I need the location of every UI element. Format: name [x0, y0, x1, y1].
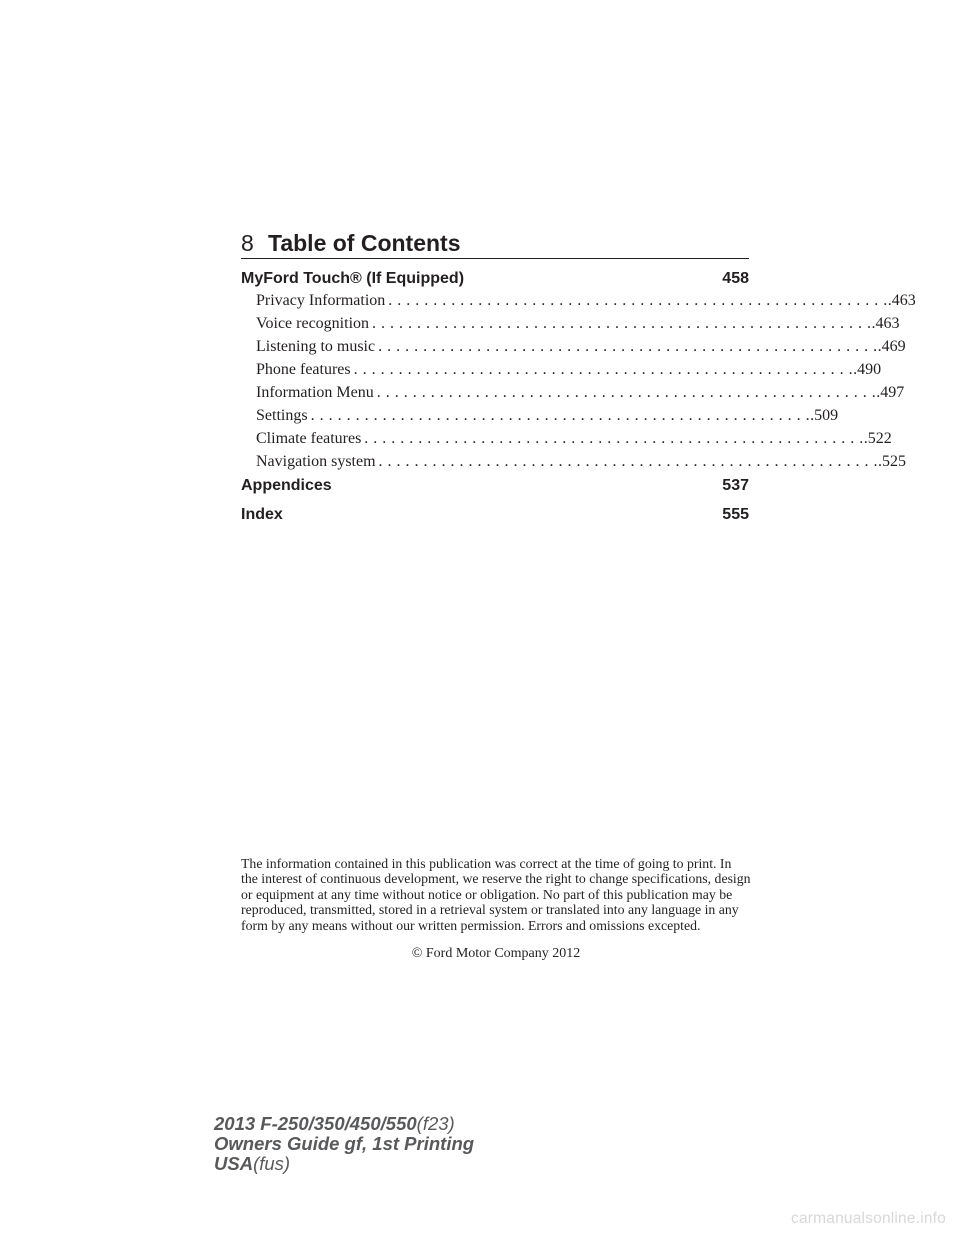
entry-label: Information Menu [256, 384, 374, 401]
dot-leader: . . . . . . . . . . . . . . . . . . . . . . . . . . . . . . . . . . . . . . . . . . . . . . . . . . . . . . . . [353, 361, 854, 378]
toc-entry-settings[interactable] [256, 404, 839, 428]
section-title: Appendices [241, 477, 332, 494]
page-title: Table of Contents [268, 230, 461, 256]
footer-line-guide [214, 1134, 474, 1154]
toc-entry-privacy-information[interactable] [256, 289, 916, 313]
entry-label: Voice recognition [256, 315, 370, 332]
entry-page: .497 [876, 384, 905, 401]
entry-page: .463 [887, 292, 916, 309]
dot-leader: . . . . . . . . . . . . . . . . . . . . . . . . . . . . . . . . . . . . . . . . . . . . . . . . . . . . . . . . [372, 315, 872, 332]
dot-leader: . . . . . . . . . . . . . . . . . . . . . . . . . . . . . . . . . . . . . . . . . . . . . . . . . . . . . . . . [310, 407, 811, 424]
toc-entry-phone-features[interactable] [256, 358, 882, 382]
document-footer [214, 1114, 474, 1174]
entry-label: Phone features [256, 361, 351, 378]
dot-leader: . . . . . . . . . . . . . . . . . . . . . . . . . . . . . . . . . . . . . . . . . . . . . . . . . . . . . . . . [378, 338, 878, 355]
toc-section-appendices[interactable] [241, 474, 749, 498]
toc-entry-information-menu[interactable] [256, 381, 905, 405]
section-page: 537 [722, 477, 749, 494]
entry-page: .525 [878, 453, 907, 470]
watermark-text: carmanualsonline.info [791, 1210, 946, 1227]
toc-section-myford-touch[interactable] [241, 267, 749, 291]
section-title: Index [241, 506, 283, 523]
footer-market: USA [214, 1153, 254, 1174]
footer-line-model [214, 1114, 474, 1134]
section-page: 458 [722, 270, 749, 287]
toc-section-index[interactable] [241, 503, 749, 527]
footer-model-code: (f23) [416, 1113, 455, 1134]
page-number: 8 [241, 230, 254, 256]
toc-entry-navigation-system[interactable] [256, 450, 907, 474]
entry-label: Listening to music [256, 338, 376, 355]
entry-page: .469 [877, 338, 906, 355]
entry-page: .509 [810, 407, 839, 424]
entry-label: Navigation system [256, 453, 376, 470]
section-page: 555 [722, 506, 749, 523]
entry-label: Privacy Information [256, 292, 386, 309]
disclaimer-text: The information contained in this publication was correct at the time of going to print. In the interest of continuous development, we reserve the right to change specifications, design or equipment at any time without notice or obligation. No part of this publication may be reproduced, transmitted, stored in a retrieval system or translated into any language in any form by any means without our written permission. Errors and omissions excepted. [241, 856, 751, 933]
toc-entry-voice-recognition[interactable] [256, 312, 900, 336]
entry-label: Settings [256, 407, 308, 424]
footer-line-market [214, 1154, 474, 1174]
footer-model: 2013 F-250/350/450/550 [214, 1113, 417, 1134]
footer-guide: Owners Guide gf, 1st Printing [214, 1133, 475, 1154]
toc-entry-listening-to-music[interactable] [256, 335, 906, 359]
footer-market-code: (fus) [253, 1153, 291, 1174]
dot-leader: . . . . . . . . . . . . . . . . . . . . . . . . . . . . . . . . . . . . . . . . . . . . . . . . . . . . . . . . [378, 453, 879, 470]
toc-entry-climate-features[interactable] [256, 427, 892, 451]
entry-page: .522 [863, 430, 892, 447]
page-header [241, 228, 749, 259]
entry-page: .463 [871, 315, 900, 332]
dot-leader: . . . . . . . . . . . . . . . . . . . . . . . . . . . . . . . . . . . . . . . . . . . . . . . . . . . . . . . . [388, 292, 888, 309]
dot-leader: . . . . . . . . . . . . . . . . . . . . . . . . . . . . . . . . . . . . . . . . . . . . . . . . . . . . . . . . [364, 430, 864, 447]
copyright-notice: © Ford Motor Company 2012 [411, 946, 581, 961]
entry-page: .490 [853, 361, 882, 378]
entry-label: Climate features [256, 430, 362, 447]
dot-leader: . . . . . . . . . . . . . . . . . . . . . . . . . . . . . . . . . . . . . . . . . . . . . . . . . . . . . . . . [376, 384, 877, 401]
section-title: MyFord Touch® (If Equipped) [241, 270, 465, 287]
